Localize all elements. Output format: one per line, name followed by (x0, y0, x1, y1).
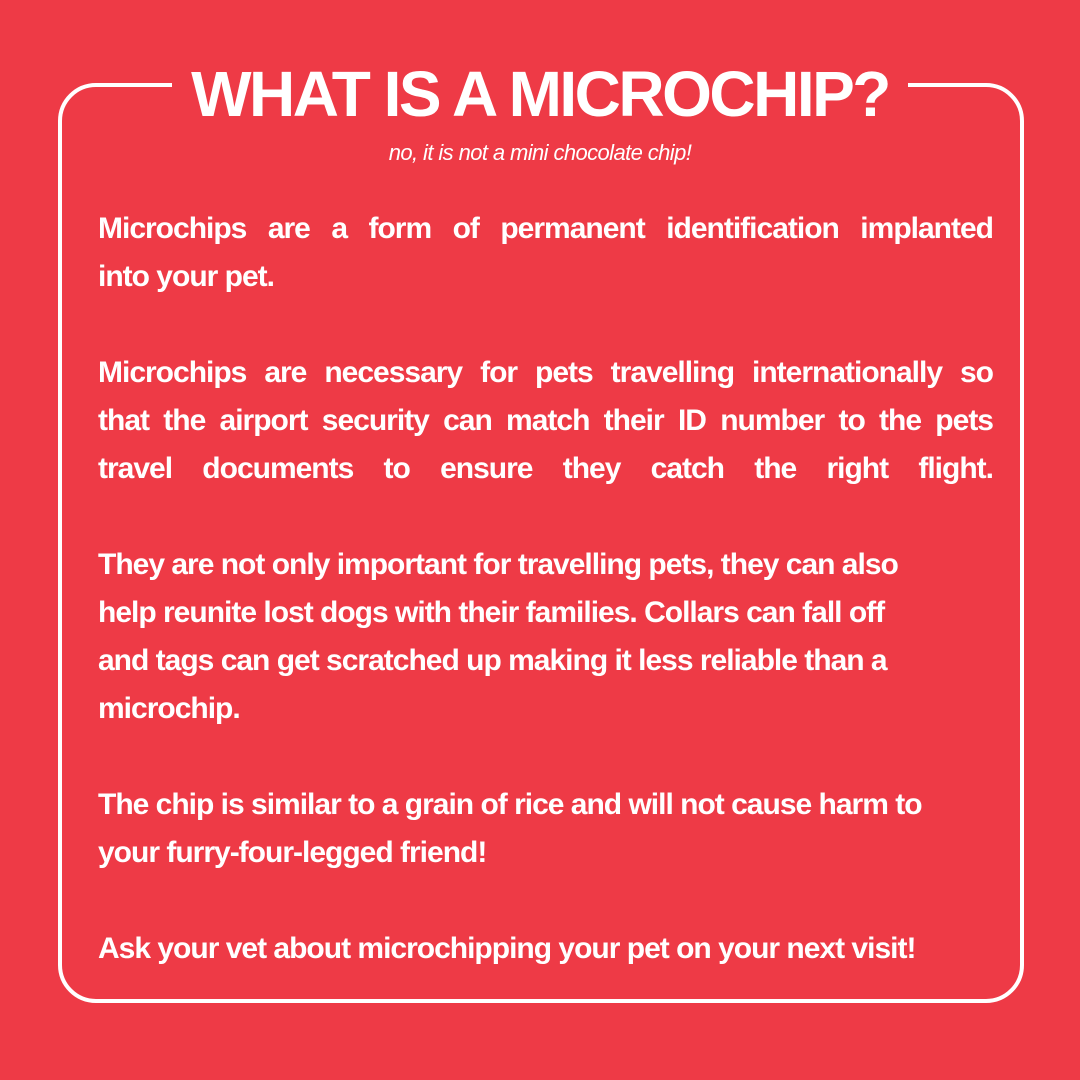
paragraph-travel (98, 349, 993, 493)
text-line: and tags can get scratched up making it less reliable than a (98, 644, 887, 677)
text-line: Ask your vet about microchipping your pet on your next visit! (98, 932, 916, 965)
text-line: microchip. (98, 692, 240, 725)
paragraph-gap (98, 877, 993, 925)
text-line: into your pet. (98, 260, 274, 293)
body-text (98, 205, 993, 973)
text-line: travel documents to ensure they catch the right flight. (98, 452, 993, 485)
paragraph-gap (98, 301, 993, 349)
text-line: The chip is similar to a grain of rice and will not cause harm to (98, 788, 922, 821)
text-line: Microchips are necessary for pets travelling internationally so (98, 356, 993, 389)
paragraph-gap (98, 493, 993, 541)
page-subtitle: no, it is not a mini chocolate chip! (388, 140, 692, 165)
paragraph-call-to-action (98, 925, 993, 973)
paragraph-lost-pets (98, 541, 993, 733)
paragraph-definition (98, 205, 993, 301)
text-line: help reunite lost dogs with their families. Collars can fall off (98, 596, 885, 629)
page-title: WHAT IS A MICROCHIP? (172, 48, 908, 140)
paragraph-safety (98, 781, 993, 877)
text-line: that the airport security can match their ID number to the pets (98, 404, 993, 437)
text-line: Microchips are a form of permanent identification implanted (98, 212, 993, 245)
text-line: your furry-four-legged friend! (98, 836, 487, 869)
paragraph-gap (98, 733, 993, 781)
text-line: They are not only important for travelling pets, they can also (98, 548, 898, 581)
